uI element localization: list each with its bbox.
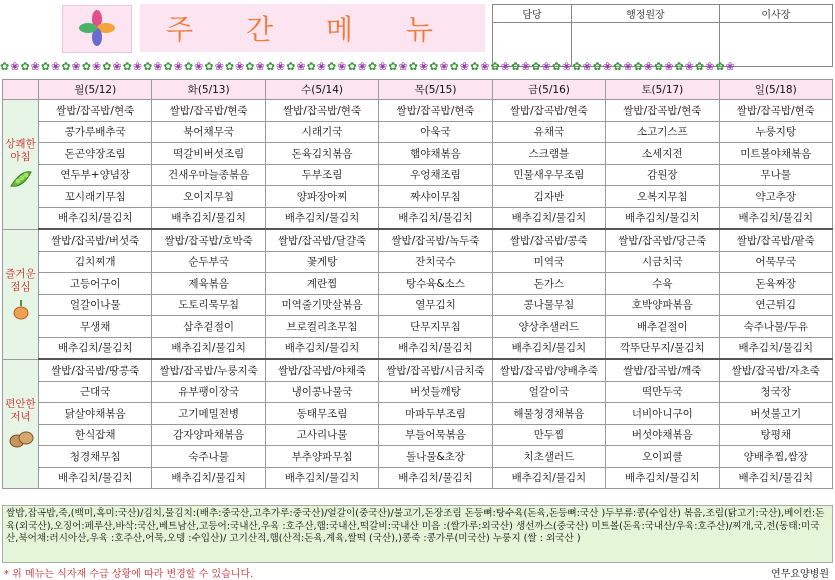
menu-cell: 쌀밥/잡곡밥/양배추죽 <box>492 359 605 381</box>
meal-label: 편안한 저녁 <box>5 397 36 423</box>
menu-cell: 얼갈이나물 <box>39 294 152 316</box>
menu-cell: 너비아니구이 <box>606 403 719 425</box>
menu-cell: 도토리묵무침 <box>152 294 265 316</box>
menu-cell: 브로컬리초무침 <box>265 316 378 338</box>
approval-label-chairman: 이사장 <box>719 5 832 23</box>
menu-cell: 오이지무침 <box>152 186 265 208</box>
onion-icon <box>3 298 38 320</box>
menu-cell: 계란찜 <box>265 273 378 295</box>
day-header: 목(5/15) <box>379 80 492 100</box>
menu-cell: 쌀밥/잡곡밥/현죽 <box>39 100 152 122</box>
menu-cell: 쌀밥/잡곡밥/땅콩죽 <box>39 359 152 381</box>
menu-cell: 배추겉절이 <box>606 316 719 338</box>
menu-cell: 우엉채조림 <box>379 164 492 186</box>
menu-cell: 배추김치/물김치 <box>379 207 492 229</box>
meal-label-cell <box>3 100 39 230</box>
meal-label-cell <box>3 229 39 359</box>
menu-cell: 꽃게탕 <box>265 251 378 273</box>
menu-cell: 쌀밥/잡곡밥/현죽 <box>719 100 832 122</box>
menu-cell: 시금치국 <box>606 251 719 273</box>
menu-row <box>3 403 833 425</box>
menu-cell: 배추김치/물김치 <box>39 337 152 359</box>
menu-cell: 단무지무침 <box>379 316 492 338</box>
meal-label: 즐거운 점심 <box>5 268 36 293</box>
corner-cell <box>3 80 39 100</box>
menu-row <box>3 381 833 403</box>
menu-cell: 쌀밥/잡곡밥/시금치죽 <box>379 359 492 381</box>
menu-cell: 숙주나물 <box>152 446 265 468</box>
menu-cell: 탕평채 <box>719 424 832 446</box>
menu-cell: 배추김치/물김치 <box>265 337 378 359</box>
day-header: 토(5/17) <box>606 80 719 100</box>
menu-cell: 근대국 <box>39 381 152 403</box>
menu-cell: 쌀밥/잡곡밥/누룽지죽 <box>152 359 265 381</box>
menu-cell: 떡만두국 <box>606 381 719 403</box>
menu-cell: 소고기스프 <box>606 121 719 143</box>
menu-cell: 쌀밥/잡곡밥/깨죽 <box>606 359 719 381</box>
menu-cell: 김자반 <box>492 186 605 208</box>
menu-row <box>3 251 833 273</box>
menu-cell: 만두찜 <box>492 424 605 446</box>
menu-cell: 수육 <box>606 273 719 295</box>
menu-cell: 배추김치/물김치 <box>492 467 605 489</box>
menu-cell: 김치찌개 <box>39 251 152 273</box>
menu-cell: 배추김치/물김치 <box>39 467 152 489</box>
hospital-logo <box>62 5 132 53</box>
menu-cell: 제육볶음 <box>152 273 265 295</box>
menu-cell: 어묵무국 <box>719 251 832 273</box>
menu-cell: 배추김치/물김치 <box>606 467 719 489</box>
menu-cell: 돈곤약장조림 <box>39 143 152 165</box>
menu-cell: 탕수육&소스 <box>379 273 492 295</box>
menu-cell: 오복지무침 <box>606 186 719 208</box>
menu-cell: 양배추찜,쌈장 <box>719 446 832 468</box>
menu-cell: 버섯야채볶음 <box>606 424 719 446</box>
menu-cell: 콩나물무침 <box>492 294 605 316</box>
approval-label-director: 행정원장 <box>572 5 720 23</box>
menu-row <box>3 207 833 229</box>
menu-cell: 미역줄기맛살볶음 <box>265 294 378 316</box>
menu-cell: 쌀밥/잡곡밥/버섯죽 <box>39 229 152 251</box>
menu-cell: 민물새우무조림 <box>492 164 605 186</box>
menu-cell: 열무김치 <box>379 294 492 316</box>
menu-cell: 얼갈이국 <box>492 381 605 403</box>
menu-cell: 배추김치/물김치 <box>379 467 492 489</box>
menu-cell: 북어채무국 <box>152 121 265 143</box>
menu-cell: 배추김치/물김치 <box>719 467 832 489</box>
menu-cell: 쌀밥/잡곡밥/호박죽 <box>152 229 265 251</box>
menu-cell: 쌀밥/잡곡밥/녹두죽 <box>379 229 492 251</box>
menu-cell: 호박양파볶음 <box>606 294 719 316</box>
menu-cell: 쌀밥/잡곡밥/현죽 <box>152 100 265 122</box>
menu-cell: 배추김치/물김치 <box>39 207 152 229</box>
menu-cell: 아욱국 <box>379 121 492 143</box>
menu-cell: 버섯들깨탕 <box>379 381 492 403</box>
menu-cell: 청국장 <box>719 381 832 403</box>
menu-cell: 꼬시래기무침 <box>39 186 152 208</box>
menu-cell: 배추김치/물김치 <box>492 207 605 229</box>
menu-cell: 떡갈비버섯조림 <box>152 143 265 165</box>
menu-cell: 숙주나물/두유 <box>719 316 832 338</box>
menu-cell: 시래기국 <box>265 121 378 143</box>
menu-row <box>3 424 833 446</box>
menu-cell: 깍뚜단무지/물김치 <box>606 337 719 359</box>
menu-cell: 무나물 <box>719 164 832 186</box>
menu-cell: 한식잡채 <box>39 424 152 446</box>
approval-box <box>492 4 833 67</box>
menu-cell: 치초샐러드 <box>492 446 605 468</box>
menu-cell: 냉이콩나물국 <box>265 381 378 403</box>
menu-cell: 고기메밀전병 <box>152 403 265 425</box>
menu-row <box>3 273 833 295</box>
menu-cell: 연근튀김 <box>719 294 832 316</box>
pea-pod-icon <box>3 168 38 190</box>
menu-cell: 쌀밥/잡곡밥/달걀죽 <box>265 229 378 251</box>
menu-cell: 순두부국 <box>152 251 265 273</box>
menu-cell: 건새우마늘종볶음 <box>152 164 265 186</box>
menu-cell: 두부조림 <box>265 164 378 186</box>
menu-cell: 배추김치/물김치 <box>152 467 265 489</box>
menu-cell: 돌나물&초장 <box>379 446 492 468</box>
menu-cell: 배추김치/물김치 <box>379 337 492 359</box>
menu-row <box>3 359 833 381</box>
grape-decoration-border: ✿❀✿❀✿❀✿❀✿❀✿❀✿❀✿❀✿❀✿❀✿❀✿❀✿❀✿❀✿❀✿❀✿❀✿❀✿❀✿❀✿❀✿❀✿❀✿❀✿❀✿❀✿❀✿❀✿❀✿❀✿❀✿❀✿❀✿❀✿❀✿❀ <box>0 60 736 73</box>
menu-cell: 미트볼야채볶음 <box>719 143 832 165</box>
menu-cell: 감자양파채볶음 <box>152 424 265 446</box>
menu-cell: 동태무조림 <box>265 403 378 425</box>
menu-row <box>3 229 833 251</box>
page-title: 주 간 메 뉴 <box>140 4 485 52</box>
menu-cell: 돈육짜장 <box>719 273 832 295</box>
menu-cell: 배추김치/물김치 <box>265 467 378 489</box>
menu-cell: 약고추장 <box>719 186 832 208</box>
menu-cell: 배추김치/물김치 <box>719 337 832 359</box>
menu-cell: 연두부+양념장 <box>39 164 152 186</box>
ingredient-origin-note: 쌀밥,잡곡밥,죽,(백미,흑미:국산)/김치,물김치:(배추:중국산,고추가루:중국산)/얼갈이(중국산)/불고기,돈장조림 돈등뼈:탕수육(돈육,돈등뼈:국산 )두부류:콩(수입산) 볶음,조림(닭고기:국산),베이컨:돈육(외국산),오징어:페루산,바삭:국산,베트남산,고등어:국내산,우육 :호주산,햄:국내산,떡갈비:국내산 미음 :(쌀가루:외국산) 생선까스(중국산) 미트볼(돈육:국내산/우육:호주산)/찌개,국,전(동태:미국산,북어채:러시아산,우육 :호주산,어묵,오뎅 :수입산)/ 고기산적,햄(산적:돈육,계육,쌀떡 (국산),)콩죽 :콩가루(미국산) 누룽지 (쌀 : 외국산 ) <box>2 505 833 563</box>
menu-cell: 쌀밥/잡곡밥/현죽 <box>492 100 605 122</box>
menu-row <box>3 294 833 316</box>
menu-cell: 누룽지탕 <box>719 121 832 143</box>
menu-cell: 쌀밥/잡곡밥/콩죽 <box>492 229 605 251</box>
menu-cell: 쌀밥/잡곡밥/현죽 <box>379 100 492 122</box>
menu-cell: 해물청경채볶음 <box>492 403 605 425</box>
menu-cell: 청경채무침 <box>39 446 152 468</box>
menu-cell: 쌀밥/잡곡밥/자초죽 <box>719 359 832 381</box>
menu-cell: 무생채 <box>39 316 152 338</box>
menu-cell: 쌀밥/잡곡밥/팥죽 <box>719 229 832 251</box>
menu-cell: 쌀밥/잡곡밥/당근죽 <box>606 229 719 251</box>
menu-cell: 배추김치/물김치 <box>265 207 378 229</box>
menu-cell: 짜샤이무침 <box>379 186 492 208</box>
day-header: 화(5/13) <box>152 80 265 100</box>
menu-row <box>3 143 833 165</box>
menu-cell: 유채국 <box>492 121 605 143</box>
menu-cell: 잔치국수 <box>379 251 492 273</box>
meal-label: 상쾌한 아침 <box>5 138 36 164</box>
weekly-menu-table <box>2 79 833 489</box>
day-header: 월(5/12) <box>39 80 152 100</box>
menu-cell: 고사리나물 <box>265 424 378 446</box>
menu-cell: 소세지전 <box>606 143 719 165</box>
menu-cell: 햄야채볶음 <box>379 143 492 165</box>
menu-cell: 돈가스 <box>492 273 605 295</box>
menu-row <box>3 446 833 468</box>
day-header-row <box>3 80 833 100</box>
day-header: 일(5/18) <box>719 80 832 100</box>
day-header: 수(5/14) <box>265 80 378 100</box>
menu-cell: 스크램블 <box>492 143 605 165</box>
menu-cell: 오이피클 <box>606 446 719 468</box>
menu-cell: 배추김치/물김치 <box>152 207 265 229</box>
menu-cell: 감원장 <box>606 164 719 186</box>
menu-row <box>3 467 833 489</box>
menu-cell: 쌀밥/잡곡밥/현죽 <box>265 100 378 122</box>
menu-cell: 마파두부조림 <box>379 403 492 425</box>
menu-row <box>3 316 833 338</box>
menu-cell: 버섯불고기 <box>719 403 832 425</box>
menu-cell: 배추김치/물김치 <box>492 337 605 359</box>
menu-cell: 쌀밥/잡곡밥/야채죽 <box>265 359 378 381</box>
menu-cell: 유부팽이장국 <box>152 381 265 403</box>
menu-change-notice: * 위 메뉴는 식자재 수급 상황에 따라 변경할 수 있습니다. <box>4 569 254 580</box>
day-header: 금(5/16) <box>492 80 605 100</box>
menu-cell: 미역국 <box>492 251 605 273</box>
hospital-name: 연무요양병원 <box>771 569 829 580</box>
menu-cell: 부들어묵볶음 <box>379 424 492 446</box>
menu-row <box>3 121 833 143</box>
menu-cell: 콩가루배추국 <box>39 121 152 143</box>
menu-cell: 돈육김치볶음 <box>265 143 378 165</box>
menu-cell: 쌀밥/잡곡밥/현죽 <box>606 100 719 122</box>
menu-cell: 고등어구이 <box>39 273 152 295</box>
menu-row <box>3 337 833 359</box>
menu-row <box>3 186 833 208</box>
menu-cell: 배추김치/물김치 <box>719 207 832 229</box>
menu-cell: 배추김치/물김치 <box>606 207 719 229</box>
menu-row <box>3 100 833 122</box>
potato-icon <box>3 428 38 450</box>
meal-label-cell <box>3 359 39 489</box>
menu-cell: 닭살야채볶음 <box>39 403 152 425</box>
menu-cell: 양상추샐러드 <box>492 316 605 338</box>
menu-cell: 부추양파무침 <box>265 446 378 468</box>
menu-row <box>3 164 833 186</box>
approval-label-staff: 담당 <box>493 5 572 23</box>
menu-cell: 양파장아찌 <box>265 186 378 208</box>
menu-cell: 배추김치/물김치 <box>152 337 265 359</box>
menu-cell: 삼추겉절이 <box>152 316 265 338</box>
